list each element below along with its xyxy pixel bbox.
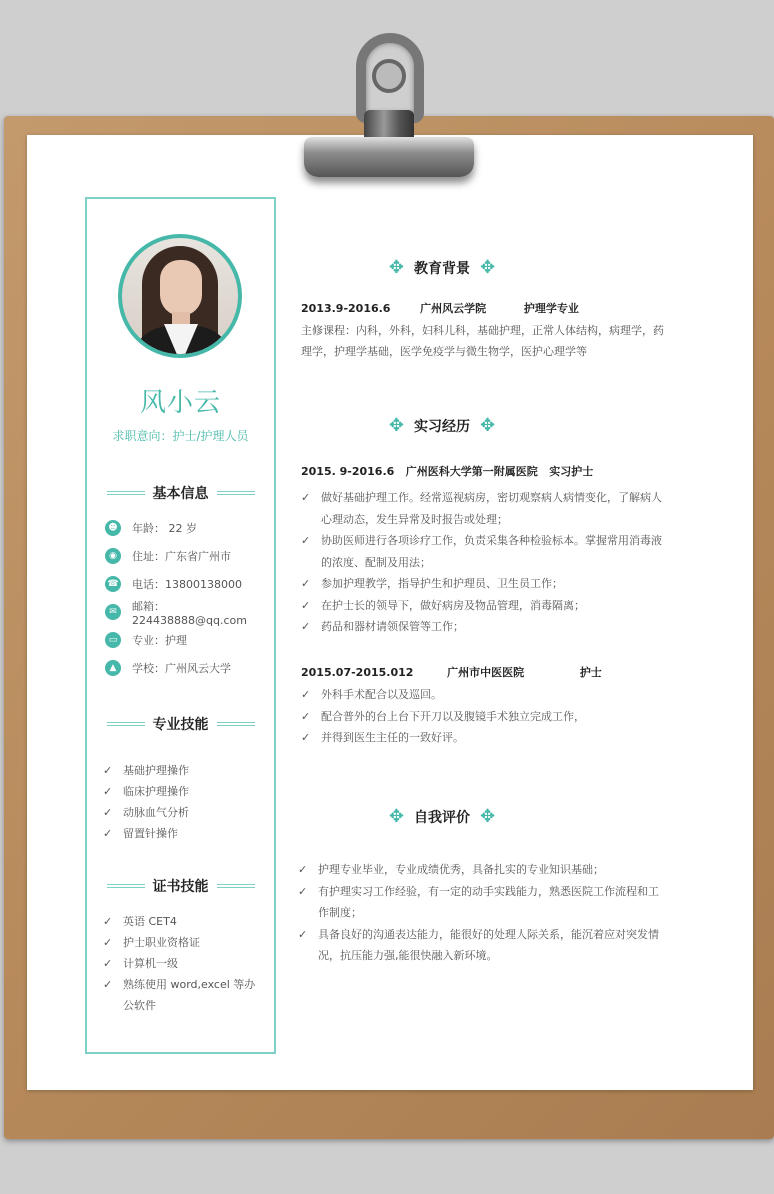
education-heading: ✥ 教育背景 ✥ xyxy=(388,257,496,278)
info-age: ☻ 年龄： 22 岁 xyxy=(105,514,275,542)
job-intent: 求职意向：护士/护理人员 xyxy=(112,429,249,443)
skills-heading: 专业技能 xyxy=(87,714,274,734)
info-address: ◉ 住址：广东省广州市 xyxy=(105,542,275,570)
info-major: ▭ 专业：护理 xyxy=(105,626,275,654)
list-item: ✓ 在护士长的领导下，做好病房及物品管理，消毒隔离； xyxy=(301,598,585,612)
list-item: ✓ 药品和器材请领保管等工作； xyxy=(301,620,464,633)
list-item: ✓ 协助医师进行各项诊疗工作，负责采集各种检验标本。掌握常用消毒液的浓度、配制及用法； xyxy=(301,534,662,569)
job2-duties xyxy=(301,684,671,749)
flower-ornament-icon: ✥ xyxy=(480,257,496,278)
list-item: ✓ 计算机一级 xyxy=(103,957,178,970)
info-school: ▲ 学校：广州风云大学 xyxy=(105,654,275,682)
job1-header: 2015. 9-2016.6 广州医科大学第一附属医院 实习护士 xyxy=(301,465,594,478)
education-row: 2013.9-2016.6 广州风云学院 护理学专业 xyxy=(301,302,579,315)
self-eval-heading: ✥ 自我评价 ✥ xyxy=(388,806,496,827)
phone-icon: ☎ xyxy=(105,576,121,592)
list-item: ✓ 参加护理教学，指导护生和护理员、卫生员工作； xyxy=(301,577,563,590)
profile-sidebar xyxy=(85,197,276,1054)
list-item: ✓ 做好基础护理工作。经常巡视病房，密切观察病人病情变化，了解病人心理动态，发生异常及时报告或处理； xyxy=(301,491,662,526)
flower-ornament-icon: ✥ xyxy=(388,806,404,827)
book-icon: ▭ xyxy=(105,632,121,648)
flower-ornament-icon: ✥ xyxy=(480,806,496,827)
person-icon: ☻ xyxy=(105,520,121,536)
certs-list xyxy=(103,911,261,1016)
internship-heading: ✥ 实习经历 ✥ xyxy=(388,415,496,436)
candidate-name: 风小云 xyxy=(139,388,221,418)
avatar xyxy=(118,234,242,358)
list-item: ✓ 英语 CET4 xyxy=(103,915,177,928)
list-item: ✓ 留置针操作 xyxy=(103,827,178,840)
flower-ornament-icon: ✥ xyxy=(388,257,404,278)
job2-header: 2015.07-2015.012 广州市中医医院 护士 xyxy=(301,666,602,679)
list-item: ✓ 具备良好的沟通表达能力，能很好的处理人际关系，能沉着应对突发情况，抗压能力强,能很快融入新环境。 xyxy=(298,927,659,962)
list-item: ✓ 护理专业毕业，专业成绩优秀，具备扎实的专业知识基础； xyxy=(298,863,604,876)
list-item: ✓ 动脉血气分析 xyxy=(103,806,189,819)
info-email: ✉ 邮箱：224438888@qq.com xyxy=(105,598,275,626)
flower-ornament-icon: ✥ xyxy=(388,415,404,436)
list-item: ✓ 护士职业资格证 xyxy=(103,936,200,949)
self-eval-list xyxy=(298,859,660,967)
skills-list xyxy=(103,760,273,844)
flower-ornament-icon: ✥ xyxy=(480,415,496,436)
list-item: ✓ 熟练使用 word,excel 等办公软件 xyxy=(103,978,256,1012)
location-icon: ◉ xyxy=(105,548,121,564)
education-courses: 主修课程：内科，外科，妇科儿科，基础护理，正常人体结构，病理学，药理学，护理学基础，医学免疫学与微生物学，医护心理学等 xyxy=(301,324,664,358)
info-phone: ☎ 电话：13800138000 xyxy=(105,570,275,598)
list-item: ✓ 有护理实习工作经验，有一定的动手实践能力，熟悉医院工作流程和工作制度； xyxy=(298,884,659,919)
list-item: ✓ 配合普外的台上台下开刀以及腹镜手术独立完成工作， xyxy=(301,709,585,723)
graduation-cap-icon: ▲ xyxy=(105,660,121,676)
basic-info-heading: 基本信息 xyxy=(87,483,274,503)
binder-clip xyxy=(290,25,486,185)
list-item: ✓ 外科手术配合以及巡回。 xyxy=(301,688,442,701)
mail-icon: ✉ xyxy=(105,604,121,620)
list-item: ✓ 并得到医生主任的一致好评。 xyxy=(301,731,464,744)
list-item: ✓ 临床护理操作 xyxy=(103,785,189,798)
basic-info-list xyxy=(105,514,275,682)
list-item: ✓ 基础护理操作 xyxy=(103,764,189,777)
certs-heading: 证书技能 xyxy=(87,876,274,896)
job1-duties xyxy=(301,487,671,638)
